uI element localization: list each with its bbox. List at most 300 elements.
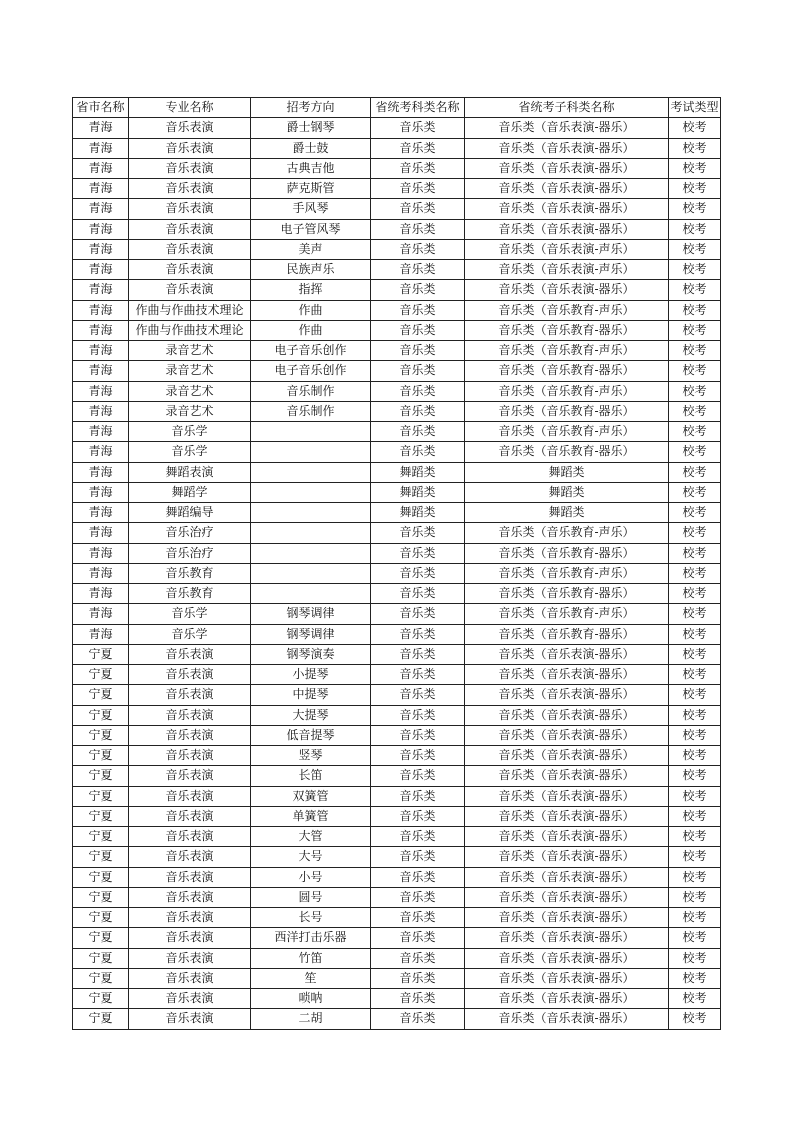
table-row — [73, 968, 721, 988]
cell-province: 宁夏 — [73, 968, 129, 988]
cell-direction: 音乐制作 — [251, 401, 371, 421]
cell-subcategory: 音乐类（音乐表演-器乐） — [465, 948, 669, 968]
cell-exam-type: 校考 — [669, 989, 721, 1009]
table-row — [73, 401, 721, 421]
cell-major: 音乐表演 — [129, 705, 251, 725]
table-body — [73, 118, 721, 1029]
table-row — [73, 806, 721, 826]
cell-province: 青海 — [73, 523, 129, 543]
cell-subcategory: 音乐类（音乐表演-器乐） — [465, 806, 669, 826]
cell-exam-type: 校考 — [669, 138, 721, 158]
cell-direction: 竹笛 — [251, 948, 371, 968]
cell-subcategory: 音乐类（音乐表演-器乐） — [465, 968, 669, 988]
cell-province: 宁夏 — [73, 827, 129, 847]
cell-major: 音乐表演 — [129, 725, 251, 745]
cell-direction — [251, 503, 371, 523]
header-subcategory: 省统考子科类名称 — [465, 98, 669, 118]
cell-direction: 萨克斯管 — [251, 179, 371, 199]
cell-subcategory: 音乐类（音乐教育-器乐） — [465, 543, 669, 563]
cell-province: 宁夏 — [73, 644, 129, 664]
table-row — [73, 827, 721, 847]
cell-major: 音乐治疗 — [129, 523, 251, 543]
cell-subcategory: 音乐类（音乐表演-器乐） — [465, 989, 669, 1009]
table-row — [73, 138, 721, 158]
cell-subcategory: 音乐类（音乐表演-器乐） — [465, 847, 669, 867]
cell-direction — [251, 543, 371, 563]
cell-direction: 爵士钢琴 — [251, 118, 371, 138]
cell-category: 音乐类 — [371, 219, 465, 239]
cell-exam-type: 校考 — [669, 503, 721, 523]
header-major: 专业名称 — [129, 98, 251, 118]
cell-direction: 指挥 — [251, 280, 371, 300]
cell-subcategory: 音乐类（音乐表演-器乐） — [465, 725, 669, 745]
cell-province: 青海 — [73, 624, 129, 644]
cell-exam-type: 校考 — [669, 462, 721, 482]
cell-subcategory: 音乐类（音乐教育-声乐） — [465, 381, 669, 401]
cell-subcategory: 音乐类（音乐教育-声乐） — [465, 604, 669, 624]
cell-direction: 钢琴演奏 — [251, 644, 371, 664]
cell-major: 音乐表演 — [129, 219, 251, 239]
cell-category: 音乐类 — [371, 887, 465, 907]
cell-direction: 大号 — [251, 847, 371, 867]
cell-exam-type: 校考 — [669, 442, 721, 462]
cell-major: 音乐表演 — [129, 280, 251, 300]
table-row — [73, 644, 721, 664]
cell-major: 音乐表演 — [129, 766, 251, 786]
cell-province: 青海 — [73, 158, 129, 178]
cell-subcategory: 音乐类（音乐表演-器乐） — [465, 867, 669, 887]
cell-subcategory: 音乐类（音乐表演-器乐） — [465, 705, 669, 725]
cell-exam-type: 校考 — [669, 523, 721, 543]
table-row — [73, 503, 721, 523]
cell-subcategory: 音乐类（音乐教育-器乐） — [465, 584, 669, 604]
cell-province: 宁夏 — [73, 746, 129, 766]
cell-subcategory: 音乐类（音乐表演-声乐） — [465, 260, 669, 280]
cell-category: 音乐类 — [371, 422, 465, 442]
table-row — [73, 482, 721, 502]
cell-major: 音乐表演 — [129, 928, 251, 948]
cell-major: 音乐表演 — [129, 644, 251, 664]
cell-category: 音乐类 — [371, 361, 465, 381]
table-row — [73, 746, 721, 766]
cell-major: 音乐表演 — [129, 827, 251, 847]
cell-direction: 古典吉他 — [251, 158, 371, 178]
cell-major: 音乐表演 — [129, 968, 251, 988]
cell-category: 音乐类 — [371, 401, 465, 421]
cell-major: 音乐表演 — [129, 786, 251, 806]
cell-exam-type: 校考 — [669, 239, 721, 259]
cell-category: 音乐类 — [371, 381, 465, 401]
cell-subcategory: 音乐类（音乐表演-器乐） — [465, 746, 669, 766]
cell-major: 音乐教育 — [129, 584, 251, 604]
cell-major: 音乐表演 — [129, 685, 251, 705]
cell-major: 音乐表演 — [129, 806, 251, 826]
cell-exam-type: 校考 — [669, 422, 721, 442]
cell-major: 音乐表演 — [129, 887, 251, 907]
cell-direction: 小提琴 — [251, 665, 371, 685]
cell-province: 宁夏 — [73, 989, 129, 1009]
table-row — [73, 1009, 721, 1029]
cell-province: 宁夏 — [73, 1009, 129, 1029]
cell-direction: 单簧管 — [251, 806, 371, 826]
table-row — [73, 725, 721, 745]
cell-category: 音乐类 — [371, 179, 465, 199]
cell-exam-type: 校考 — [669, 786, 721, 806]
cell-province: 青海 — [73, 482, 129, 502]
cell-category: 音乐类 — [371, 543, 465, 563]
cell-exam-type: 校考 — [669, 118, 721, 138]
cell-major: 音乐表演 — [129, 1009, 251, 1029]
table-row — [73, 341, 721, 361]
cell-exam-type: 校考 — [669, 867, 721, 887]
cell-subcategory: 音乐类（音乐教育-声乐） — [465, 300, 669, 320]
table-row — [73, 199, 721, 219]
cell-subcategory: 音乐类（音乐教育-器乐） — [465, 442, 669, 462]
cell-exam-type: 校考 — [669, 361, 721, 381]
table-row — [73, 381, 721, 401]
cell-category: 音乐类 — [371, 138, 465, 158]
cell-province: 青海 — [73, 503, 129, 523]
cell-category: 音乐类 — [371, 442, 465, 462]
cell-exam-type: 校考 — [669, 928, 721, 948]
cell-exam-type: 校考 — [669, 543, 721, 563]
cell-province: 青海 — [73, 584, 129, 604]
cell-major: 舞蹈编导 — [129, 503, 251, 523]
cell-province: 青海 — [73, 179, 129, 199]
admissions-table-container — [72, 97, 720, 1030]
cell-province: 宁夏 — [73, 847, 129, 867]
cell-category: 音乐类 — [371, 199, 465, 219]
cell-subcategory: 音乐类（音乐表演-器乐） — [465, 179, 669, 199]
cell-subcategory: 音乐类（音乐表演-器乐） — [465, 665, 669, 685]
cell-province: 宁夏 — [73, 887, 129, 907]
cell-subcategory: 音乐类（音乐表演-器乐） — [465, 199, 669, 219]
cell-major: 录音艺术 — [129, 341, 251, 361]
cell-category: 音乐类 — [371, 523, 465, 543]
cell-subcategory: 音乐类（音乐表演-器乐） — [465, 644, 669, 664]
cell-exam-type: 校考 — [669, 341, 721, 361]
cell-subcategory: 舞蹈类 — [465, 503, 669, 523]
cell-exam-type: 校考 — [669, 179, 721, 199]
cell-category: 音乐类 — [371, 118, 465, 138]
cell-direction — [251, 563, 371, 583]
cell-exam-type: 校考 — [669, 381, 721, 401]
cell-major: 音乐治疗 — [129, 543, 251, 563]
cell-direction: 圆号 — [251, 887, 371, 907]
header-province: 省市名称 — [73, 98, 129, 118]
cell-direction: 爵士鼓 — [251, 138, 371, 158]
cell-category: 音乐类 — [371, 786, 465, 806]
table-row — [73, 887, 721, 907]
cell-exam-type: 校考 — [669, 604, 721, 624]
table-row — [73, 604, 721, 624]
cell-province: 青海 — [73, 239, 129, 259]
table-row — [73, 422, 721, 442]
cell-direction: 电子音乐创作 — [251, 361, 371, 381]
cell-category: 音乐类 — [371, 604, 465, 624]
cell-exam-type: 校考 — [669, 968, 721, 988]
cell-category: 音乐类 — [371, 908, 465, 928]
cell-major: 音乐表演 — [129, 665, 251, 685]
cell-subcategory: 音乐类（音乐教育-器乐） — [465, 361, 669, 381]
cell-direction — [251, 442, 371, 462]
table-row — [73, 766, 721, 786]
table-row — [73, 462, 721, 482]
cell-subcategory: 音乐类（音乐表演-器乐） — [465, 158, 669, 178]
cell-direction: 大管 — [251, 827, 371, 847]
cell-direction — [251, 462, 371, 482]
cell-major: 音乐表演 — [129, 948, 251, 968]
cell-category: 舞蹈类 — [371, 503, 465, 523]
cell-province: 宁夏 — [73, 908, 129, 928]
cell-exam-type: 校考 — [669, 199, 721, 219]
cell-direction: 钢琴调律 — [251, 624, 371, 644]
cell-major: 音乐表演 — [129, 158, 251, 178]
cell-exam-type: 校考 — [669, 260, 721, 280]
cell-subcategory: 音乐类（音乐教育-声乐） — [465, 422, 669, 442]
cell-subcategory: 音乐类（音乐教育-器乐） — [465, 401, 669, 421]
cell-subcategory: 音乐类（音乐表演-器乐） — [465, 928, 669, 948]
cell-exam-type: 校考 — [669, 482, 721, 502]
cell-province: 宁夏 — [73, 685, 129, 705]
cell-direction: 小号 — [251, 867, 371, 887]
table-row — [73, 442, 721, 462]
cell-category: 音乐类 — [371, 705, 465, 725]
cell-direction: 笙 — [251, 968, 371, 988]
cell-subcategory: 音乐类（音乐教育-声乐） — [465, 563, 669, 583]
table-header-row — [73, 98, 721, 118]
table-row — [73, 624, 721, 644]
cell-subcategory: 音乐类（音乐表演-器乐） — [465, 827, 669, 847]
cell-direction: 电子管风琴 — [251, 219, 371, 239]
cell-exam-type: 校考 — [669, 320, 721, 340]
cell-province: 宁夏 — [73, 665, 129, 685]
cell-category: 音乐类 — [371, 847, 465, 867]
cell-category: 音乐类 — [371, 685, 465, 705]
cell-category: 音乐类 — [371, 989, 465, 1009]
header-exam-type: 考试类型 — [669, 98, 721, 118]
cell-subcategory: 音乐类（音乐表演-器乐） — [465, 887, 669, 907]
cell-major: 舞蹈学 — [129, 482, 251, 502]
table-row — [73, 928, 721, 948]
cell-category: 音乐类 — [371, 260, 465, 280]
cell-major: 音乐表演 — [129, 239, 251, 259]
cell-province: 青海 — [73, 219, 129, 239]
header-category: 省统考科类名称 — [371, 98, 465, 118]
cell-subcategory: 音乐类（音乐表演-器乐） — [465, 1009, 669, 1029]
cell-subcategory: 音乐类（音乐表演-器乐） — [465, 118, 669, 138]
cell-direction: 中提琴 — [251, 685, 371, 705]
cell-major: 音乐表演 — [129, 847, 251, 867]
cell-category: 音乐类 — [371, 320, 465, 340]
table-row — [73, 665, 721, 685]
cell-exam-type: 校考 — [669, 665, 721, 685]
cell-exam-type: 校考 — [669, 644, 721, 664]
cell-direction: 长号 — [251, 908, 371, 928]
cell-direction: 作曲 — [251, 300, 371, 320]
table-row — [73, 300, 721, 320]
cell-province: 青海 — [73, 320, 129, 340]
table-row — [73, 989, 721, 1009]
cell-subcategory: 音乐类（音乐表演-器乐） — [465, 219, 669, 239]
cell-province: 宁夏 — [73, 786, 129, 806]
cell-exam-type: 校考 — [669, 584, 721, 604]
cell-direction: 手风琴 — [251, 199, 371, 219]
cell-direction — [251, 482, 371, 502]
cell-major: 音乐学 — [129, 604, 251, 624]
cell-exam-type: 校考 — [669, 847, 721, 867]
cell-exam-type: 校考 — [669, 401, 721, 421]
cell-subcategory: 舞蹈类 — [465, 462, 669, 482]
cell-direction: 长笛 — [251, 766, 371, 786]
cell-direction: 钢琴调律 — [251, 604, 371, 624]
cell-province: 青海 — [73, 604, 129, 624]
cell-subcategory: 音乐类（音乐教育-器乐） — [465, 624, 669, 644]
cell-subcategory: 音乐类（音乐表演-器乐） — [465, 685, 669, 705]
cell-direction: 美声 — [251, 239, 371, 259]
cell-major: 录音艺术 — [129, 401, 251, 421]
cell-exam-type: 校考 — [669, 705, 721, 725]
cell-category: 音乐类 — [371, 867, 465, 887]
cell-province: 宁夏 — [73, 948, 129, 968]
cell-major: 音乐学 — [129, 442, 251, 462]
cell-province: 青海 — [73, 260, 129, 280]
cell-exam-type: 校考 — [669, 908, 721, 928]
cell-major: 音乐表演 — [129, 746, 251, 766]
cell-category: 音乐类 — [371, 239, 465, 259]
table-row — [73, 847, 721, 867]
cell-category: 舞蹈类 — [371, 482, 465, 502]
cell-subcategory: 音乐类（音乐表演-器乐） — [465, 908, 669, 928]
cell-major: 音乐学 — [129, 624, 251, 644]
cell-category: 音乐类 — [371, 948, 465, 968]
table-row — [73, 118, 721, 138]
cell-major: 音乐表演 — [129, 199, 251, 219]
cell-province: 青海 — [73, 462, 129, 482]
cell-direction: 唢呐 — [251, 989, 371, 1009]
cell-direction: 作曲 — [251, 320, 371, 340]
cell-exam-type: 校考 — [669, 219, 721, 239]
cell-subcategory: 舞蹈类 — [465, 482, 669, 502]
cell-category: 音乐类 — [371, 725, 465, 745]
cell-major: 作曲与作曲技术理论 — [129, 300, 251, 320]
cell-category: 音乐类 — [371, 563, 465, 583]
cell-direction — [251, 422, 371, 442]
table-row — [73, 543, 721, 563]
cell-subcategory: 音乐类（音乐表演-器乐） — [465, 280, 669, 300]
cell-province: 青海 — [73, 422, 129, 442]
table-row — [73, 908, 721, 928]
cell-direction: 音乐制作 — [251, 381, 371, 401]
cell-major: 录音艺术 — [129, 361, 251, 381]
table-row — [73, 260, 721, 280]
cell-major: 音乐表演 — [129, 179, 251, 199]
cell-major: 音乐表演 — [129, 118, 251, 138]
table-row — [73, 705, 721, 725]
cell-category: 音乐类 — [371, 806, 465, 826]
cell-province: 青海 — [73, 341, 129, 361]
cell-province: 宁夏 — [73, 867, 129, 887]
cell-category: 音乐类 — [371, 928, 465, 948]
cell-province: 青海 — [73, 442, 129, 462]
cell-exam-type: 校考 — [669, 766, 721, 786]
cell-province: 青海 — [73, 138, 129, 158]
cell-province: 青海 — [73, 118, 129, 138]
cell-major: 音乐教育 — [129, 563, 251, 583]
table-row — [73, 563, 721, 583]
cell-province: 宁夏 — [73, 806, 129, 826]
cell-category: 音乐类 — [371, 968, 465, 988]
table-row — [73, 867, 721, 887]
cell-subcategory: 音乐类（音乐教育-声乐） — [465, 341, 669, 361]
cell-exam-type: 校考 — [669, 887, 721, 907]
cell-major: 音乐表演 — [129, 989, 251, 1009]
cell-exam-type: 校考 — [669, 1009, 721, 1029]
cell-exam-type: 校考 — [669, 624, 721, 644]
cell-major: 音乐表演 — [129, 908, 251, 928]
cell-province: 青海 — [73, 361, 129, 381]
cell-category: 舞蹈类 — [371, 462, 465, 482]
cell-subcategory: 音乐类（音乐表演-器乐） — [465, 786, 669, 806]
cell-exam-type: 校考 — [669, 806, 721, 826]
cell-direction: 民族声乐 — [251, 260, 371, 280]
cell-major: 舞蹈表演 — [129, 462, 251, 482]
cell-exam-type: 校考 — [669, 725, 721, 745]
cell-province: 青海 — [73, 543, 129, 563]
cell-category: 音乐类 — [371, 624, 465, 644]
cell-subcategory: 音乐类（音乐教育-声乐） — [465, 523, 669, 543]
cell-subcategory: 音乐类（音乐表演-器乐） — [465, 766, 669, 786]
cell-category: 音乐类 — [371, 665, 465, 685]
cell-exam-type: 校考 — [669, 563, 721, 583]
cell-major: 音乐表演 — [129, 260, 251, 280]
table-row — [73, 523, 721, 543]
cell-category: 音乐类 — [371, 584, 465, 604]
table-row — [73, 179, 721, 199]
cell-exam-type: 校考 — [669, 827, 721, 847]
cell-direction: 二胡 — [251, 1009, 371, 1029]
table-row — [73, 320, 721, 340]
cell-exam-type: 校考 — [669, 948, 721, 968]
cell-exam-type: 校考 — [669, 300, 721, 320]
cell-province: 青海 — [73, 563, 129, 583]
cell-direction: 双簧管 — [251, 786, 371, 806]
cell-category: 音乐类 — [371, 766, 465, 786]
cell-exam-type: 校考 — [669, 685, 721, 705]
cell-category: 音乐类 — [371, 1009, 465, 1029]
cell-province: 青海 — [73, 300, 129, 320]
cell-subcategory: 音乐类（音乐教育-器乐） — [465, 320, 669, 340]
table-row — [73, 158, 721, 178]
cell-direction: 电子音乐创作 — [251, 341, 371, 361]
cell-category: 音乐类 — [371, 158, 465, 178]
cell-exam-type: 校考 — [669, 746, 721, 766]
cell-category: 音乐类 — [371, 280, 465, 300]
cell-category: 音乐类 — [371, 746, 465, 766]
cell-subcategory: 音乐类（音乐表演-器乐） — [465, 138, 669, 158]
cell-category: 音乐类 — [371, 827, 465, 847]
cell-province: 青海 — [73, 381, 129, 401]
cell-direction: 西洋打击乐器 — [251, 928, 371, 948]
cell-category: 音乐类 — [371, 300, 465, 320]
table-row — [73, 685, 721, 705]
cell-province: 宁夏 — [73, 928, 129, 948]
table-row — [73, 584, 721, 604]
table-row — [73, 786, 721, 806]
table-row — [73, 948, 721, 968]
cell-major: 录音艺术 — [129, 381, 251, 401]
cell-province: 青海 — [73, 401, 129, 421]
